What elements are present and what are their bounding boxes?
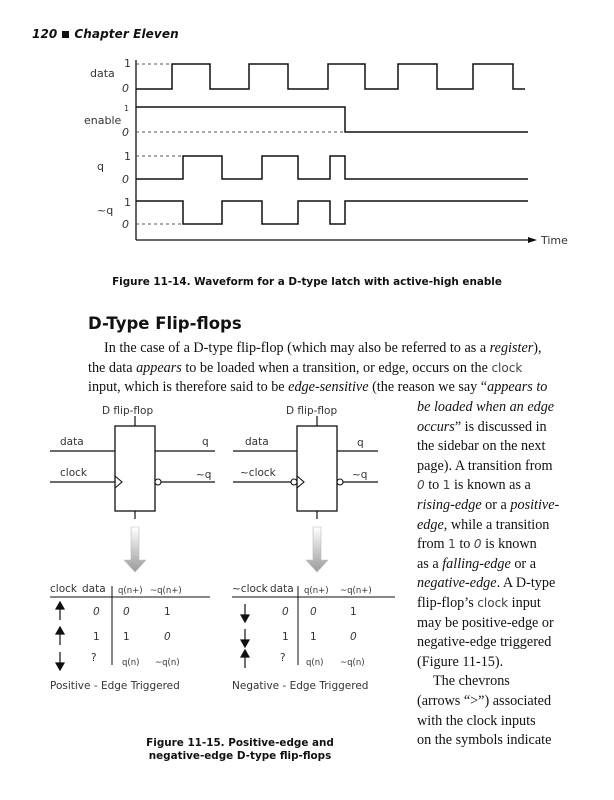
cell-data: 1 <box>93 631 100 643</box>
block-label: D flip-flop <box>286 405 338 417</box>
down-arrow-icon <box>306 527 328 572</box>
output-nq-label: ~q <box>196 469 212 481</box>
col-line-10: negative-edge. A D-type <box>417 575 556 592</box>
inversion-bubble-icon <box>291 479 297 485</box>
figure-11-14-caption: Figure 11-14. Waveform for a D-type latch with active-high enable <box>112 276 502 288</box>
th-data: data <box>82 583 106 595</box>
col-line-7: edge, while a transition <box>417 516 550 533</box>
cell-nq: 0 <box>350 631 357 643</box>
inversion-bubble-icon <box>337 479 343 485</box>
flipflop-body <box>115 426 155 511</box>
page-number: 120 <box>32 27 58 41</box>
cell-data: 1 <box>282 631 289 643</box>
rising-edge-arrow-icon <box>56 602 64 609</box>
para-line-2: the data appears to be loaded when a transition, or edge, occurs on the clock <box>88 359 523 376</box>
cell-data: 0 <box>282 606 289 618</box>
cell-data: 0 <box>93 606 100 618</box>
cell-nq: ~q(n) <box>155 658 180 668</box>
th-clock: ~clock <box>232 583 268 595</box>
output-nq-label: ~q <box>352 469 368 481</box>
col-line-4: page). A transition from <box>417 457 553 474</box>
clock-chevron-icon <box>115 476 122 488</box>
col-line-15: The chevrons <box>433 673 510 690</box>
rising-edge-arrow-icon <box>56 627 64 634</box>
input-clock-label: ~clock <box>240 467 276 479</box>
enable-high-label: 1 <box>124 104 130 113</box>
caption-line-1: Figure 11-15. Positive-edge and <box>146 737 334 749</box>
input-data-label: data <box>245 436 269 448</box>
time-axis-label: Time <box>541 234 568 247</box>
col-line-5: 0 to 1 is known as a <box>417 477 531 494</box>
data-signal-label: data <box>90 67 115 80</box>
col-line-3: the sidebar on the next <box>417 438 546 455</box>
col-line-9: as a falling-edge or a <box>417 555 536 572</box>
cell-q: 1 <box>310 631 317 643</box>
cell-q: 0 <box>310 606 317 618</box>
cell-nq: ~q(n) <box>340 658 365 668</box>
down-arrow-icon <box>124 527 146 572</box>
col-line-17: with the clock inputs <box>417 712 536 729</box>
clock-chevron-icon <box>297 476 304 488</box>
output-q-label: q <box>357 437 364 449</box>
q-signal-label: q <box>97 160 104 173</box>
col-line-16: (arrows “>”) associated <box>417 692 552 709</box>
cell-data: ? <box>280 652 286 664</box>
table-title: Negative - Edge Triggered <box>232 680 369 692</box>
col-line-13: negative-edge triggered <box>417 634 552 651</box>
falling-edge-arrow-icon <box>241 640 249 647</box>
chapter-title: Chapter Eleven <box>74 27 179 41</box>
th-q: q(n+) <box>118 586 143 596</box>
enable-signal-label: enable <box>84 114 122 127</box>
col-line-2: occurs” is discussed in <box>417 418 547 435</box>
cell-q: q(n) <box>122 658 140 668</box>
enable-low-label: 0 <box>122 126 129 139</box>
output-q-label: q <box>202 436 209 448</box>
q-low-label: 0 <box>122 173 129 186</box>
cell-q: 1 <box>123 631 130 643</box>
rising-edge-arrow-icon <box>241 650 249 657</box>
falling-edge-arrow-icon <box>56 663 64 670</box>
col-line-11: flip-flop’s clock input <box>417 594 541 611</box>
col-line-6: rising-edge or a positive- <box>417 496 560 513</box>
negative-edge-flipflop <box>232 405 395 692</box>
q-high-label: 1 <box>124 150 131 163</box>
flipflop-body <box>297 426 337 511</box>
para-line-1: In the case of a D-type flip-flop (which may also be referred to as a register), <box>104 340 542 356</box>
data-low-label: 0 <box>122 82 129 95</box>
input-data-label: data <box>60 436 84 448</box>
caption-line-2: negative-edge D-type flip-flops <box>148 750 332 762</box>
inversion-bubble-icon <box>155 479 161 485</box>
para-line-3: input, which is therefore said to be edge-sensitive (the reason we say “appears to <box>88 379 548 396</box>
cell-data: ? <box>91 652 97 664</box>
positive-edge-flipflop <box>50 405 215 692</box>
th-nq: ~q(n+) <box>340 586 372 596</box>
cell-q: 0 <box>123 606 130 618</box>
col-line-18: on the symbols indicate <box>417 732 552 749</box>
nq-high-label: 1 <box>124 196 131 209</box>
cell-nq: 1 <box>164 606 171 618</box>
th-nq: ~q(n+) <box>150 586 182 596</box>
col-line-8: from 1 to 0 is known <box>417 536 537 553</box>
cell-q: q(n) <box>306 658 324 668</box>
table-title: Positive - Edge Triggered <box>50 680 180 692</box>
input-clock-label: clock <box>60 467 87 479</box>
th-clock: clock <box>50 583 77 595</box>
th-data: data <box>270 583 294 595</box>
col-line-14: (Figure 11-15). <box>417 653 504 670</box>
cell-nq: 0 <box>164 631 171 643</box>
th-q: q(n+) <box>304 586 329 596</box>
falling-edge-arrow-icon <box>241 615 249 622</box>
col-line-12: may be positive-edge or <box>417 614 554 631</box>
data-high-label: 1 <box>124 57 131 70</box>
section-heading: D-Type Flip-flops <box>88 314 242 333</box>
block-label: D flip-flop <box>102 405 154 417</box>
cell-nq: 1 <box>350 606 357 618</box>
nq-low-label: 0 <box>122 218 129 231</box>
nq-signal-label: ~q <box>97 204 114 217</box>
col-line-1: be loaded when an edge <box>417 399 555 415</box>
figure-11-15-caption <box>90 737 390 763</box>
